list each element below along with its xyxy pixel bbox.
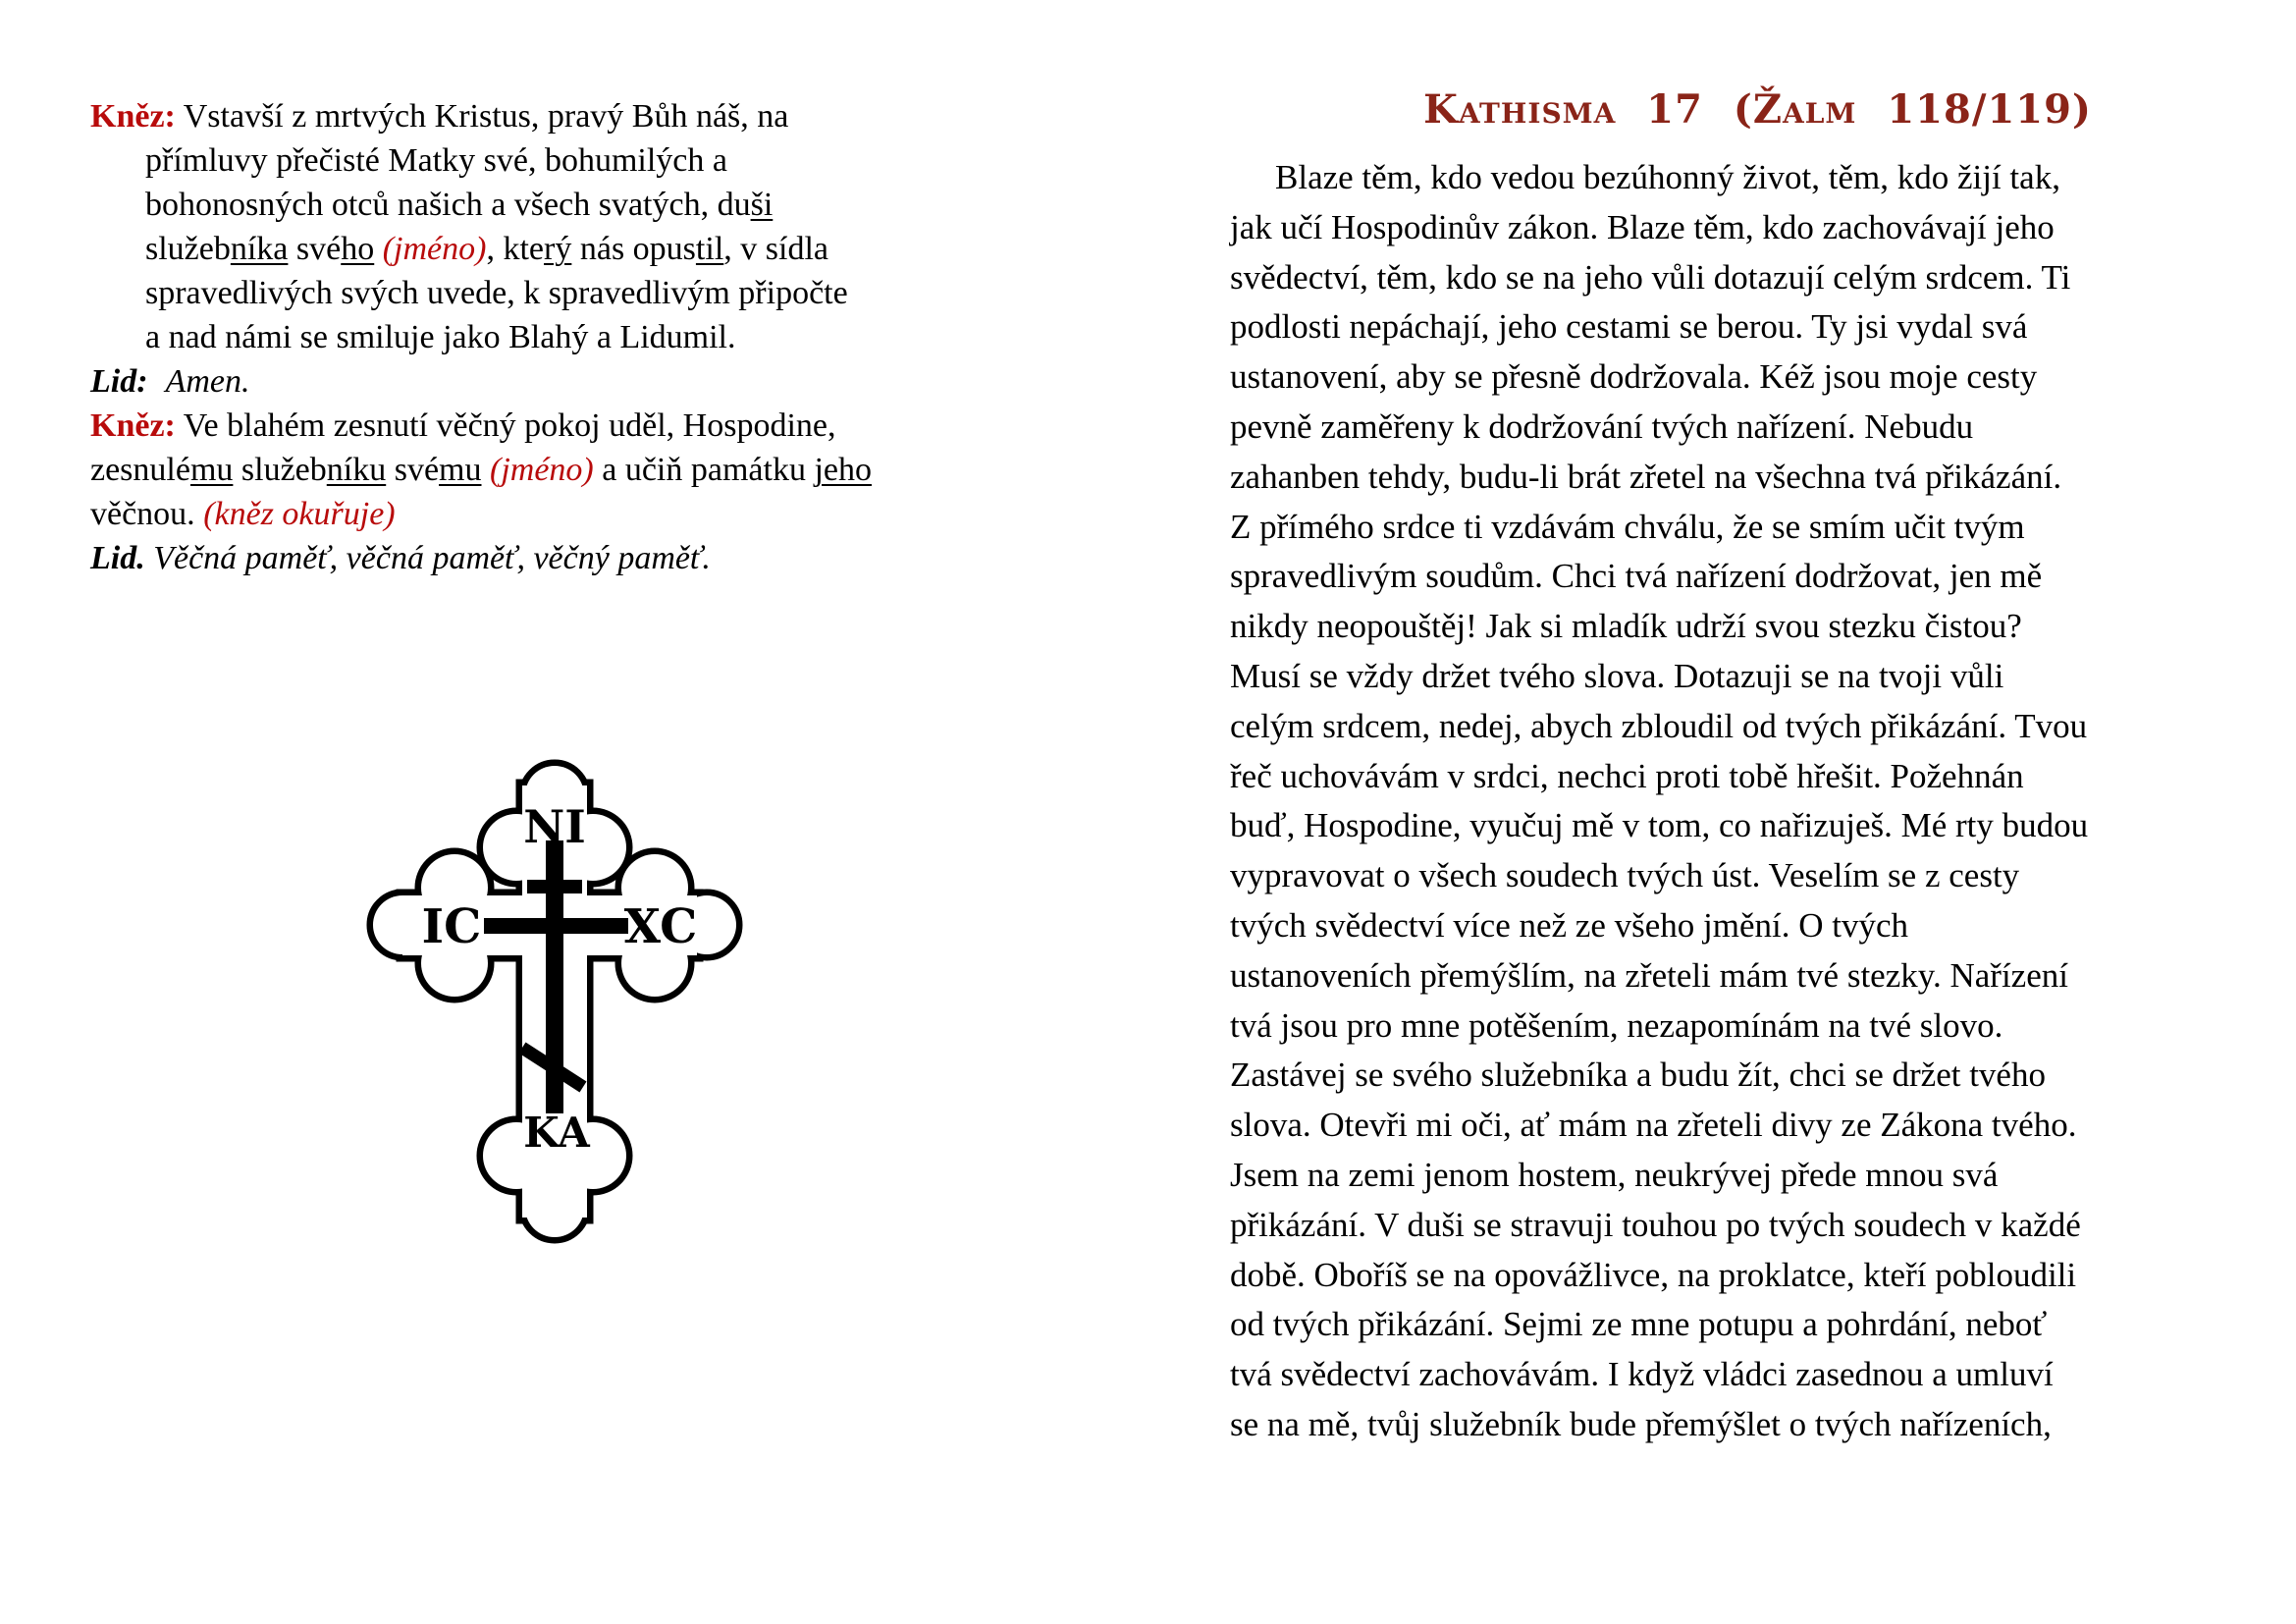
text-line: Lid. Věčná paměť, věčná paměť, věčný paměť.: [90, 540, 711, 576]
left-page: [90, 94, 1082, 580]
text-line: služebníka svého (jméno), který nás opustil, v sídla: [145, 231, 828, 267]
priest-paragraph-2: [90, 404, 1082, 536]
text-line: a nad námi se smiluje jako Blahý a Lidumil.: [145, 319, 736, 355]
kathisma-heading: Kathisma 17 (Žalm 118/119): [1423, 86, 2092, 133]
text-line: spravedlivých svých uvede, k spravedlivým připočte: [145, 275, 848, 311]
orthodox-cross-figure: [324, 727, 775, 1276]
text-line: jak učí Hospodinův zákon. Blaze těm, kdo zachovávají jeho: [1230, 207, 2055, 246]
text-line: celým srdcem, nedej, abych zbloudil od tvých přikázání. Tvou: [1230, 706, 2088, 745]
text-line: bohonosných otců našich a všech svatých, duši: [145, 187, 774, 223]
cross-letter-ni: NI: [523, 800, 586, 853]
text-line: řeč uchovávám v srdci, nechci proti tobě hřešit. Požehnán: [1230, 756, 2024, 795]
cross-top-bar: [527, 880, 582, 893]
orthodox-cross-icon: [324, 727, 775, 1276]
cross-letter-ka: KA: [523, 1109, 590, 1157]
text-line: přímluvy přečisté Matky své, bohumilých a: [145, 142, 727, 179]
text-line: Jsem na zemi jenom hostem, neukrývej přede mnou svá: [1230, 1155, 1999, 1194]
text-line: Blaze těm, kdo vedou bezúhonný život, těm, kdo žijí tak,: [1275, 158, 2060, 196]
text-line: zesnulému služebníku svému (jméno) a učiň památku jeho: [90, 452, 872, 488]
text-line: spravedlivým soudům. Chci tvá nařízení dodržovat, jen mě: [1230, 557, 2043, 596]
text-line: Kněz: Ve blahém zesnutí věčný pokoj uděl, Hospodine,: [90, 407, 836, 444]
text-line: Lid: Amen.: [90, 363, 250, 400]
text-line: zahanben tehdy, budu-li brát zřetel na všechna tvá přikázání.: [1230, 457, 2062, 496]
cross-main-bar: [484, 918, 628, 934]
text-line: nikdy neopouštěj! Jak si mladík udrží svou stezku čistou?: [1230, 607, 2022, 646]
text-line: slova. Otevři mi oči, ať mám na zřeteli divy ze Zákona tvého.: [1230, 1106, 2077, 1145]
text-line: Zastávej se svého služebníka a budu žít, chci se držet tvého: [1230, 1056, 2046, 1095]
priest-paragraph-1: [90, 94, 1082, 359]
text-line: ustanovení, aby se přesně dodržovala. Kéž jsou moje cesty: [1230, 357, 2038, 397]
text-line: pevně zaměřeny k dodržování tvých nařízení. Nebudu: [1230, 406, 1974, 446]
text-line: ustanoveních přemýšlím, na zřeteli mám tvé stezky. Nařízení: [1230, 955, 2068, 995]
text-line: buď, Hospodine, vyučuj mě v tom, co nařizuješ. Mé rty budou: [1230, 806, 2089, 845]
text-line: tvá svědectví zachovávám. I když vládci zasednou a umluví: [1230, 1355, 2054, 1394]
text-line: době. Oboříš se na opovážlivce, na proklatce, kteří pobloudili: [1230, 1255, 2077, 1294]
text-line: Kněz: Vstavší z mrtvých Kristus, pravý Bůh náš, na: [90, 98, 789, 135]
cross-letter-ic: IC: [421, 899, 482, 954]
people-response-eternal-memory: [90, 536, 1082, 580]
text-line: Musí se vždy držet tvého slova. Dotazuji se na tvoji vůli: [1230, 656, 2004, 695]
right-page: [1230, 86, 2285, 1450]
text-line: svědectví, těm, kdo se na jeho vůli dotazují celým srdcem. Ti: [1230, 257, 2071, 297]
text-line: věčnou. (kněz okuřuje): [90, 496, 396, 532]
psalm-body: [1230, 153, 2285, 1450]
text-line: se na mě, tvůj služebník bude přemýšlet o tvých nařízeních,: [1230, 1404, 2052, 1443]
text-line: od tvých přikázání. Sejmi ze mne potupu a pohrdání, neboť: [1230, 1305, 2048, 1344]
text-line: vypravovat o všech soudech tvých úst. Veselím se z cesty: [1230, 856, 2020, 895]
people-response-amen: [90, 359, 1082, 404]
text-line: Z přímého srdce ti vzdávám chválu, že se smím učit tvým: [1230, 507, 2025, 546]
text-line: podlosti nepáchají, jeho cestami se berou. Ty jsi vydal svá: [1230, 307, 2028, 347]
cross-letter-xc: XC: [623, 899, 698, 954]
text-line: tvá jsou pro mne potěšením, nezapomínám na tvé slovo.: [1230, 1005, 2003, 1045]
text-line: tvých svědectví více než ze všeho jmění. O tvých: [1230, 905, 1909, 945]
text-line: přikázání. V duši se stravuji touhou po tvých soudech v každé: [1230, 1205, 2081, 1244]
